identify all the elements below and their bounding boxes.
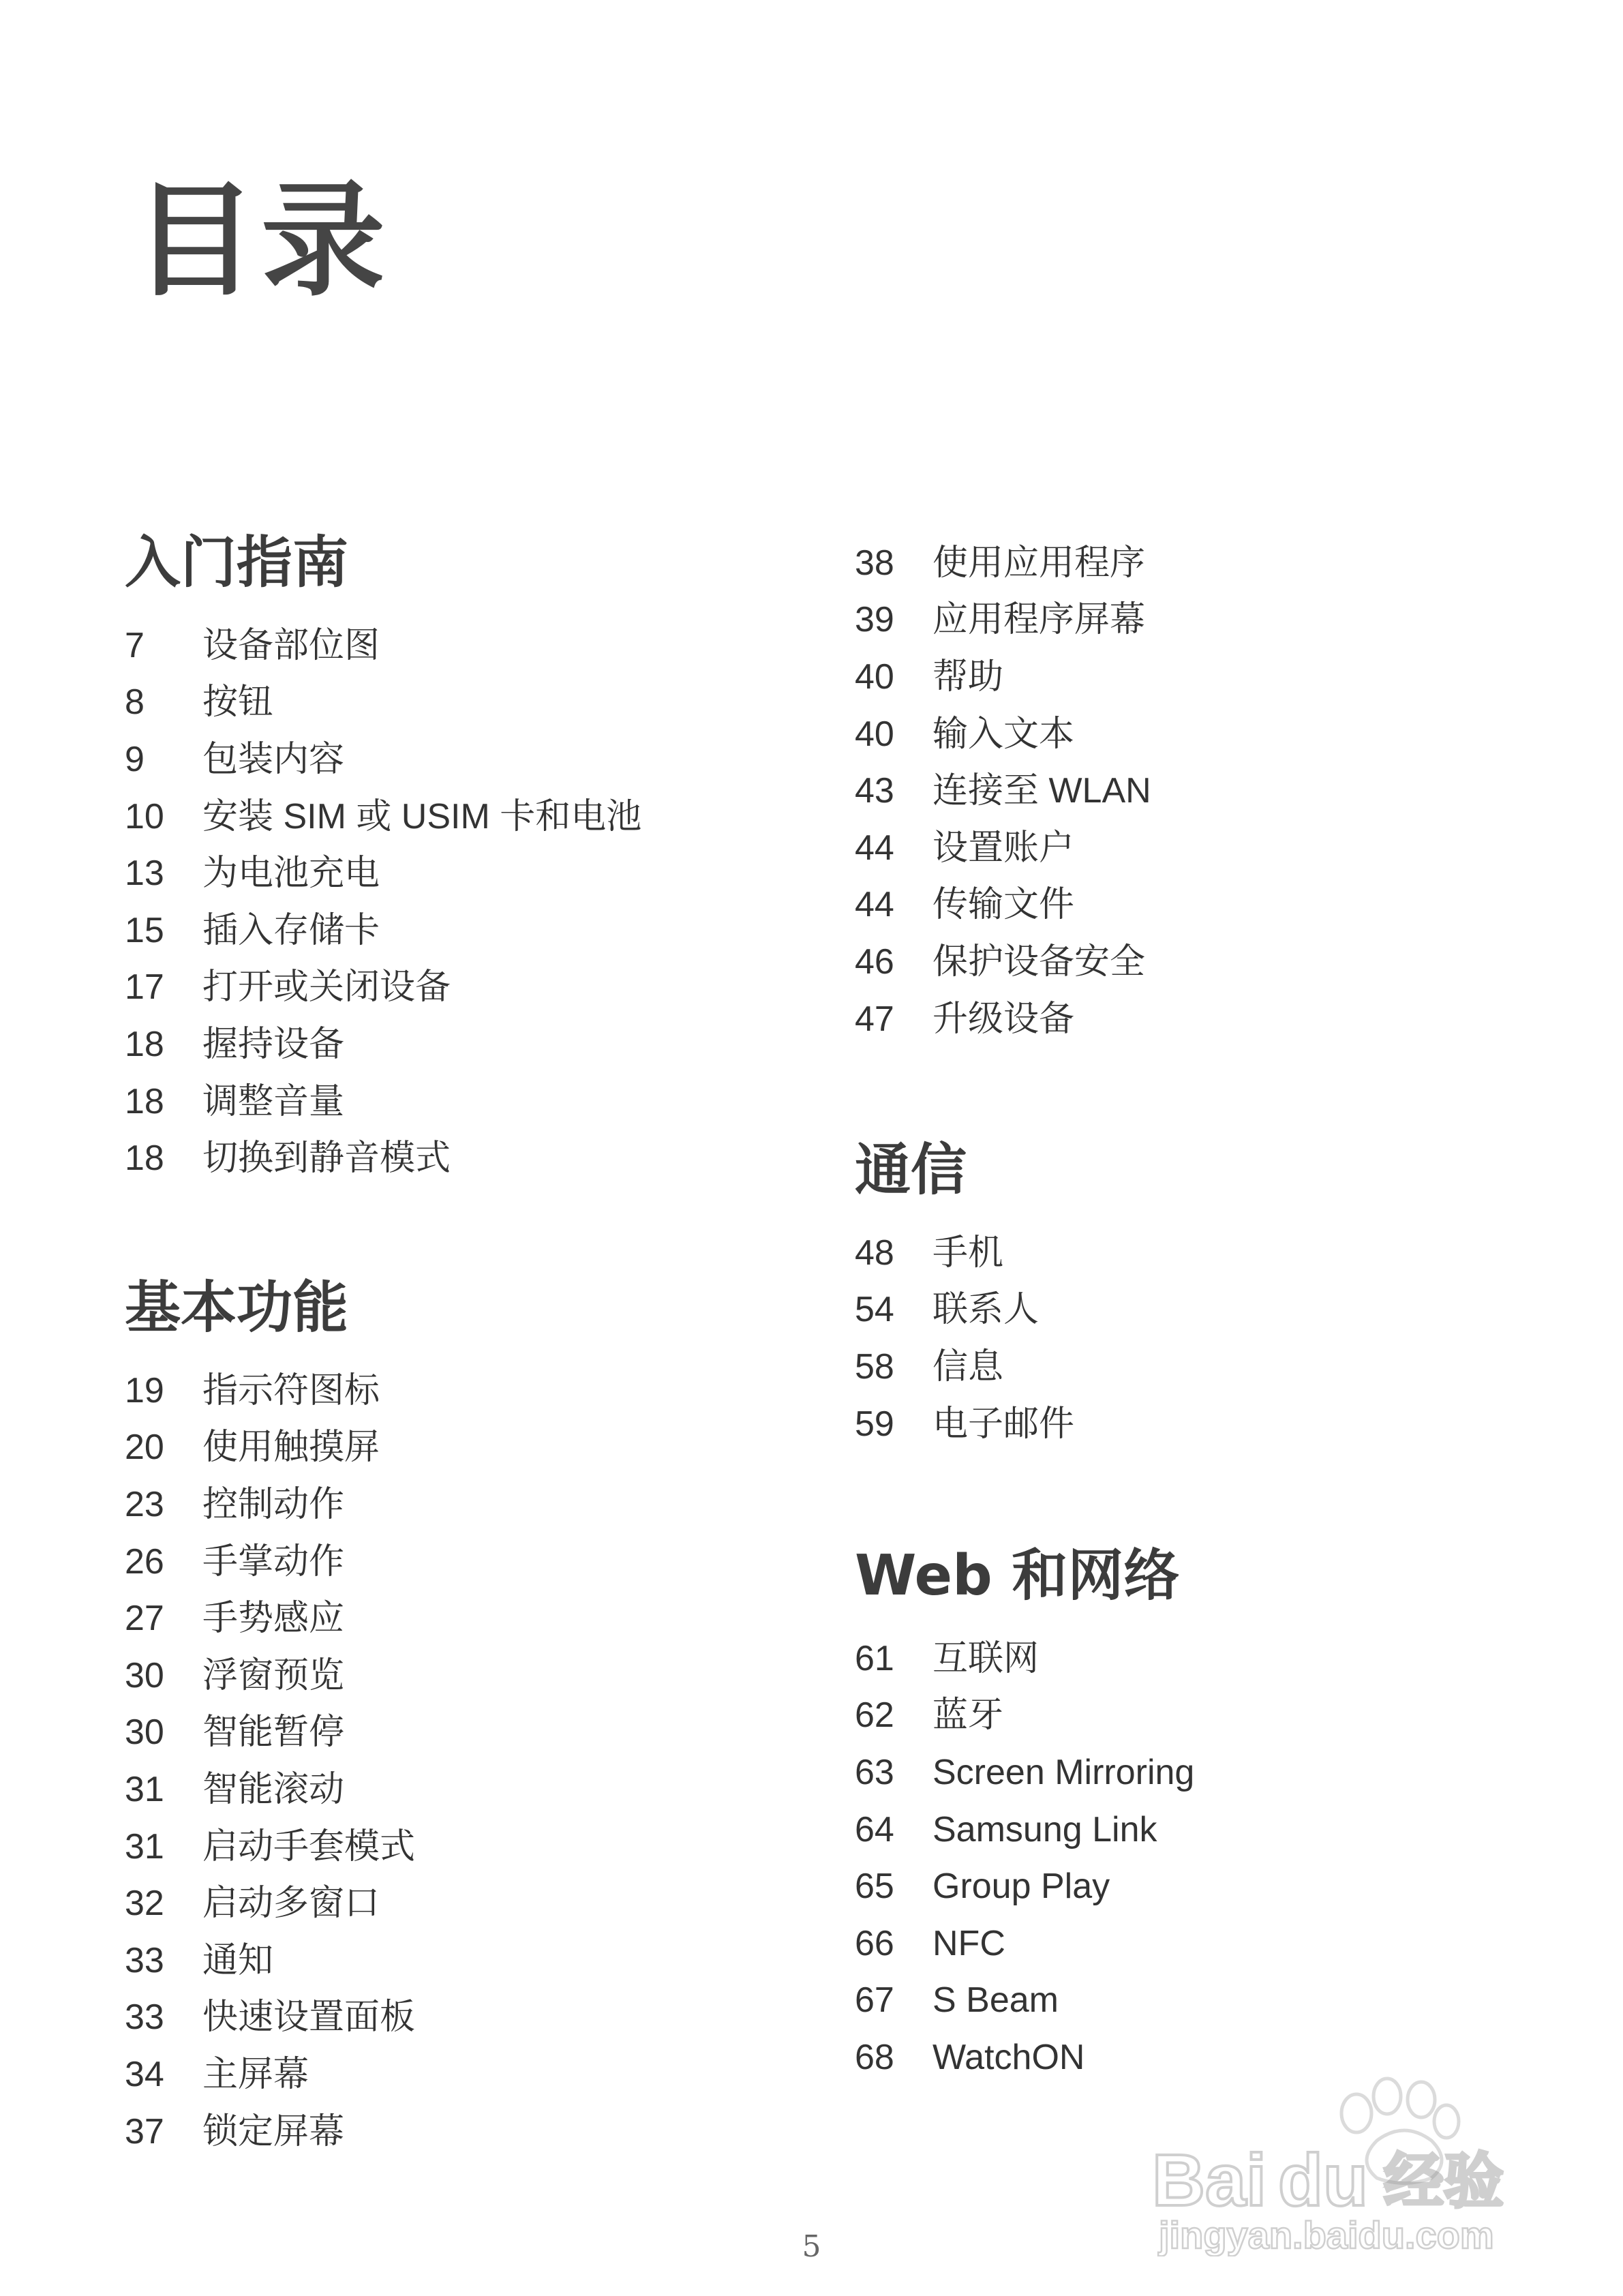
toc-entry	[855, 706, 1571, 763]
toc-entry-page-number: 17	[125, 967, 164, 1008]
toc-entry	[855, 1282, 1571, 1339]
toc-entry-page-number: 44	[855, 885, 894, 925]
toc-entry	[855, 648, 1571, 706]
toc-entry-title: 调整音量	[202, 1081, 345, 1121]
toc-entry-title: 快速设置面板	[202, 1997, 416, 2038]
toc-entry-title: 电子邮件	[932, 1404, 1075, 1444]
toc-entry-page-number: 7	[125, 625, 145, 665]
toc-entry-title: 启动手套模式	[202, 1826, 416, 1867]
toc-entry	[125, 1818, 840, 1875]
toc-entry-page-number: 46	[855, 941, 894, 982]
toc-entry-page-number: 40	[855, 714, 894, 754]
toc-entry-title: 使用触摸屏	[202, 1428, 380, 1468]
toc-entry	[125, 1130, 840, 1187]
toc-entry-title: 帮助	[932, 656, 1004, 697]
toc-entry-title: S Beam	[932, 1980, 1059, 2021]
toc-entry-page-number: 64	[855, 1809, 894, 1849]
toc-entry-page-number: 8	[125, 682, 145, 723]
toc-entry	[855, 991, 1571, 1048]
toc-entry	[855, 1224, 1571, 1282]
toc-entry	[125, 788, 840, 845]
toc-entry-title: 联系人	[932, 1290, 1040, 1330]
toc-entry-title: 切换到静音模式	[202, 1138, 451, 1179]
toc-entry-page-number: 18	[125, 1024, 164, 1064]
toc-entry-title: Screen Mirroring	[932, 1752, 1195, 1792]
toc-entry-title: 手掌动作	[202, 1541, 345, 1582]
toc-entry-page-number: 20	[125, 1428, 164, 1468]
toc-entry	[855, 933, 1571, 991]
toc-entry-page-number: 33	[125, 1940, 164, 1980]
toc-section-basics-continued	[855, 534, 1571, 1047]
toc-entry-page-number: 10	[125, 796, 164, 836]
page-title: 目录	[133, 168, 389, 313]
toc-entry-title: 信息	[932, 1346, 1004, 1387]
toc-entry-page-number: 19	[125, 1370, 164, 1410]
toc-entry	[125, 1989, 840, 2046]
toc-entry	[125, 1533, 840, 1590]
toc-entry	[125, 1073, 840, 1130]
toc-entry-page-number: 31	[125, 1769, 164, 1809]
toc-entry	[125, 902, 840, 959]
toc-entry-title: 浮窗预览	[202, 1655, 345, 1695]
toc-entry-title: 控制动作	[202, 1484, 345, 1524]
toc-entry	[125, 1016, 840, 1073]
toc-entry-list	[125, 1362, 840, 2160]
toc-entry	[125, 1704, 840, 1762]
toc-entry	[125, 845, 840, 902]
toc-entry	[125, 1476, 840, 1533]
toc-entry-list	[855, 534, 1571, 1047]
toc-section-basics	[125, 1275, 840, 2160]
toc-entry-title: NFC	[932, 1923, 1005, 1963]
toc-entry	[125, 1647, 840, 1704]
toc-entry	[125, 959, 840, 1016]
toc-entry-page-number: 61	[855, 1638, 894, 1678]
toc-entry-title: WatchON	[932, 2037, 1085, 2077]
toc-entry-title: 连接至 WLAN	[932, 771, 1151, 811]
svg-text:经验: 经验	[1384, 2147, 1504, 2215]
toc-entry-title: 智能滚动	[202, 1769, 345, 1809]
toc-entry-title: 为电池充电	[202, 854, 380, 894]
toc-entry-page-number: 38	[855, 543, 894, 583]
toc-entry-list	[125, 617, 840, 1187]
toc-entry-title: 保护设备安全	[932, 941, 1146, 982]
toc-entry-page-number: 67	[855, 1980, 894, 2021]
toc-entry-title: 蓝牙	[932, 1695, 1004, 1736]
toc-entry-title: 通知	[202, 1940, 274, 1980]
toc-entry-page-number: 9	[125, 739, 145, 779]
toc-entry-page-number: 18	[125, 1138, 164, 1179]
toc-entry	[855, 1395, 1571, 1453]
toc-entry-title: 握持设备	[202, 1024, 345, 1064]
toc-section-communication	[855, 1138, 1571, 1452]
toc-entry-page-number: 66	[855, 1923, 894, 1963]
section-heading: 入门指南	[125, 530, 349, 595]
toc-entry-title: 锁定屏幕	[202, 2111, 345, 2151]
section-heading: Web 和网络	[855, 1543, 1180, 1608]
toc-entry-page-number: 15	[125, 910, 164, 950]
toc-entry	[855, 1744, 1571, 1801]
toc-entry-title: 包装内容	[202, 739, 345, 779]
toc-section-web-network	[855, 1543, 1571, 2086]
toc-entry	[855, 534, 1571, 592]
toc-entry-list	[855, 1630, 1571, 2086]
toc-entry	[125, 1419, 840, 1477]
toc-entry-title: Group Play	[932, 1867, 1110, 1907]
toc-entry-title: 按钮	[202, 682, 274, 723]
toc-entry	[125, 2103, 840, 2160]
toc-entry	[855, 1858, 1571, 1915]
toc-entry	[855, 877, 1571, 934]
toc-entry	[125, 617, 840, 674]
toc-entry	[855, 2029, 1571, 2086]
toc-entry-title: 指示符图标	[202, 1370, 380, 1410]
toc-entry	[855, 1801, 1571, 1858]
toc-entry-title: 设置账户	[932, 828, 1075, 868]
toc-entry-title: 启动多窗口	[202, 1884, 380, 1924]
toc-entry	[125, 731, 840, 788]
toc-entry-page-number: 18	[125, 1081, 164, 1121]
toc-entry-page-number: 63	[855, 1752, 894, 1792]
toc-entry-page-number: 26	[125, 1541, 164, 1582]
toc-section-getting-started	[125, 530, 840, 1187]
toc-entry-page-number: 37	[125, 2111, 164, 2151]
toc-entry	[125, 1761, 840, 1818]
toc-entry-title: 手机	[932, 1233, 1004, 1273]
toc-entry-page-number: 43	[855, 771, 894, 811]
toc-entry-title: 使用应用程序	[932, 543, 1146, 583]
toc-entry-page-number: 68	[855, 2037, 894, 2077]
toc-entry	[855, 1687, 1571, 1744]
toc-entry-page-number: 40	[855, 656, 894, 697]
toc-entry-title: 主屏幕	[202, 2054, 309, 2094]
svg-text:du: du	[1278, 2139, 1368, 2221]
toc-entry-page-number: 39	[855, 600, 894, 640]
toc-entry-list	[855, 1224, 1571, 1452]
baidu-jingyan-watermark-logo	[1152, 2066, 1534, 2256]
toc-entry	[855, 1630, 1571, 1687]
toc-entry	[855, 1972, 1571, 2029]
toc-entry	[125, 1590, 840, 1647]
toc-entry-page-number: 47	[855, 999, 894, 1039]
toc-entry-title: 互联网	[932, 1638, 1040, 1678]
toc-entry-page-number: 62	[855, 1695, 894, 1736]
toc-entry-title: 设备部位图	[202, 625, 380, 665]
toc-entry-title: 打开或关闭设备	[202, 967, 451, 1008]
toc-entry-page-number: 65	[855, 1867, 894, 1907]
toc-entry	[855, 1915, 1571, 1972]
section-heading: 基本功能	[125, 1275, 349, 1340]
toc-entry-page-number: 44	[855, 828, 894, 868]
svg-text:Bai: Bai	[1152, 2139, 1267, 2221]
toc-entry-page-number: 48	[855, 1233, 894, 1273]
toc-entry	[125, 1932, 840, 1989]
toc-entry	[855, 592, 1571, 649]
toc-entry-page-number: 23	[125, 1484, 164, 1524]
toc-entry-title: 输入文本	[932, 714, 1075, 754]
toc-entry-page-number: 34	[125, 2054, 164, 2094]
page-number: 5	[802, 2229, 821, 2264]
toc-entry-page-number: 27	[125, 1599, 164, 1639]
toc-entry	[125, 1875, 840, 1932]
toc-entry-title: 安装 SIM 或 USIM 卡和电池	[202, 796, 642, 836]
toc-entry-page-number: 30	[125, 1712, 164, 1753]
toc-entry-page-number: 32	[125, 1884, 164, 1924]
toc-entry-page-number: 33	[125, 1997, 164, 2038]
toc-entry-title: 传输文件	[932, 885, 1075, 925]
toc-entry-page-number: 30	[125, 1655, 164, 1695]
toc-entry	[855, 1338, 1571, 1395]
toc-entry-title: 手势感应	[202, 1599, 345, 1639]
toc-entry-page-number: 31	[125, 1826, 164, 1867]
toc-entry-title: 升级设备	[932, 999, 1075, 1039]
toc-entry	[125, 674, 840, 731]
toc-entry	[125, 2046, 840, 2103]
toc-entry-page-number: 54	[855, 1290, 894, 1330]
toc-entry	[855, 762, 1571, 819]
toc-entry-page-number: 13	[125, 854, 164, 894]
toc-entry-title: Samsung Link	[932, 1809, 1157, 1849]
toc-entry	[125, 1362, 840, 1419]
svg-text:jingyan.baidu.com: jingyan.baidu.com	[1159, 2214, 1494, 2256]
toc-entry-title: 插入存储卡	[202, 910, 380, 950]
toc-entry-title: 智能暂停	[202, 1712, 345, 1753]
toc-entry	[855, 819, 1571, 877]
toc-entry-title: 应用程序屏幕	[932, 600, 1146, 640]
toc-entry-page-number: 59	[855, 1404, 894, 1444]
toc-entry-page-number: 58	[855, 1346, 894, 1387]
section-heading: 通信	[855, 1138, 967, 1203]
